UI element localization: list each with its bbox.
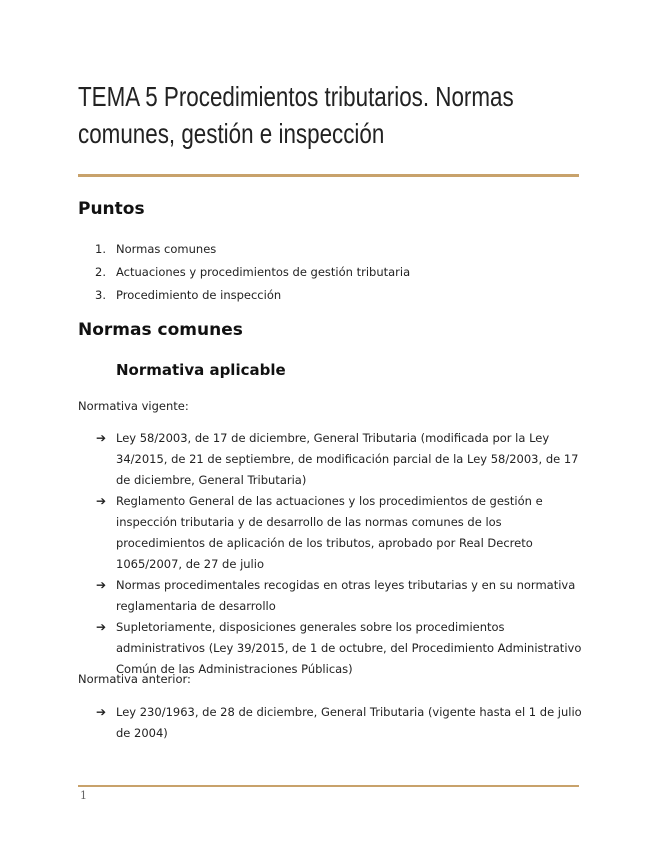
arrow-right-icon: ➔: [96, 620, 107, 634]
arrow-right-icon: ➔: [96, 494, 107, 508]
normativa-anterior-label: Normativa anterior:: [78, 672, 191, 686]
normativa-vigente-label: Normativa vigente:: [78, 399, 189, 413]
list-item: ➔ Supletoriamente, disposiciones generales sobre los procedimientos administrativos (Ley 39/2015, de 1 de octubre, del Procedimiento Administrativo Común de las Administraciones Públicas): [78, 617, 583, 680]
subheading-normativa-aplicable: Normativa aplicable: [116, 361, 286, 379]
footer-divider: [78, 785, 579, 787]
list-item: ➔ Ley 58/2003, de 17 de diciembre, General Tributaria (modificada por la Ley 34/2015, de 21 de septiembre, de modificación parcial de la Ley 58/2003, de 17 de diciembre, General Tributaria): [78, 428, 583, 491]
arrow-right-icon: ➔: [96, 431, 107, 445]
list-item: 1. Normas comunes: [95, 242, 217, 256]
points-list: [78, 238, 558, 307]
normativa-vigente-list: [78, 428, 583, 680]
list-item: 2. Actuaciones y procedimientos de gestión tributaria: [95, 265, 411, 279]
title-divider: [78, 174, 579, 177]
page-title: TEMA 5 Procedimientos tributarios. Normas comunes, gestión e inspección: [78, 81, 514, 149]
page-number: 1: [80, 789, 87, 802]
section-heading-puntos: Puntos: [78, 199, 145, 219]
arrow-right-icon: ➔: [96, 578, 107, 592]
list-item: ➔ Ley 230/1963, de 28 de diciembre, General Tributaria (vigente hasta el 1 de julio de 2004): [78, 702, 583, 744]
list-item: ➔ Normas procedimentales recogidas en otras leyes tributarias y en su normativa reglamentaria de desarrollo: [78, 575, 583, 617]
section-heading-normas-comunes: Normas comunes: [78, 320, 243, 340]
list-item: ➔ Reglamento General de las actuaciones y los procedimientos de gestión e inspección tributaria y de desarrollo de las normas comunes de los procedimientos de aplicación de los tributos, aprobado por Real Decreto 1065/2007, de 27 de julio: [78, 491, 583, 575]
arrow-right-icon: ➔: [96, 705, 107, 719]
normativa-anterior-list: [78, 702, 583, 744]
list-item: 3. Procedimiento de inspección: [95, 288, 282, 302]
